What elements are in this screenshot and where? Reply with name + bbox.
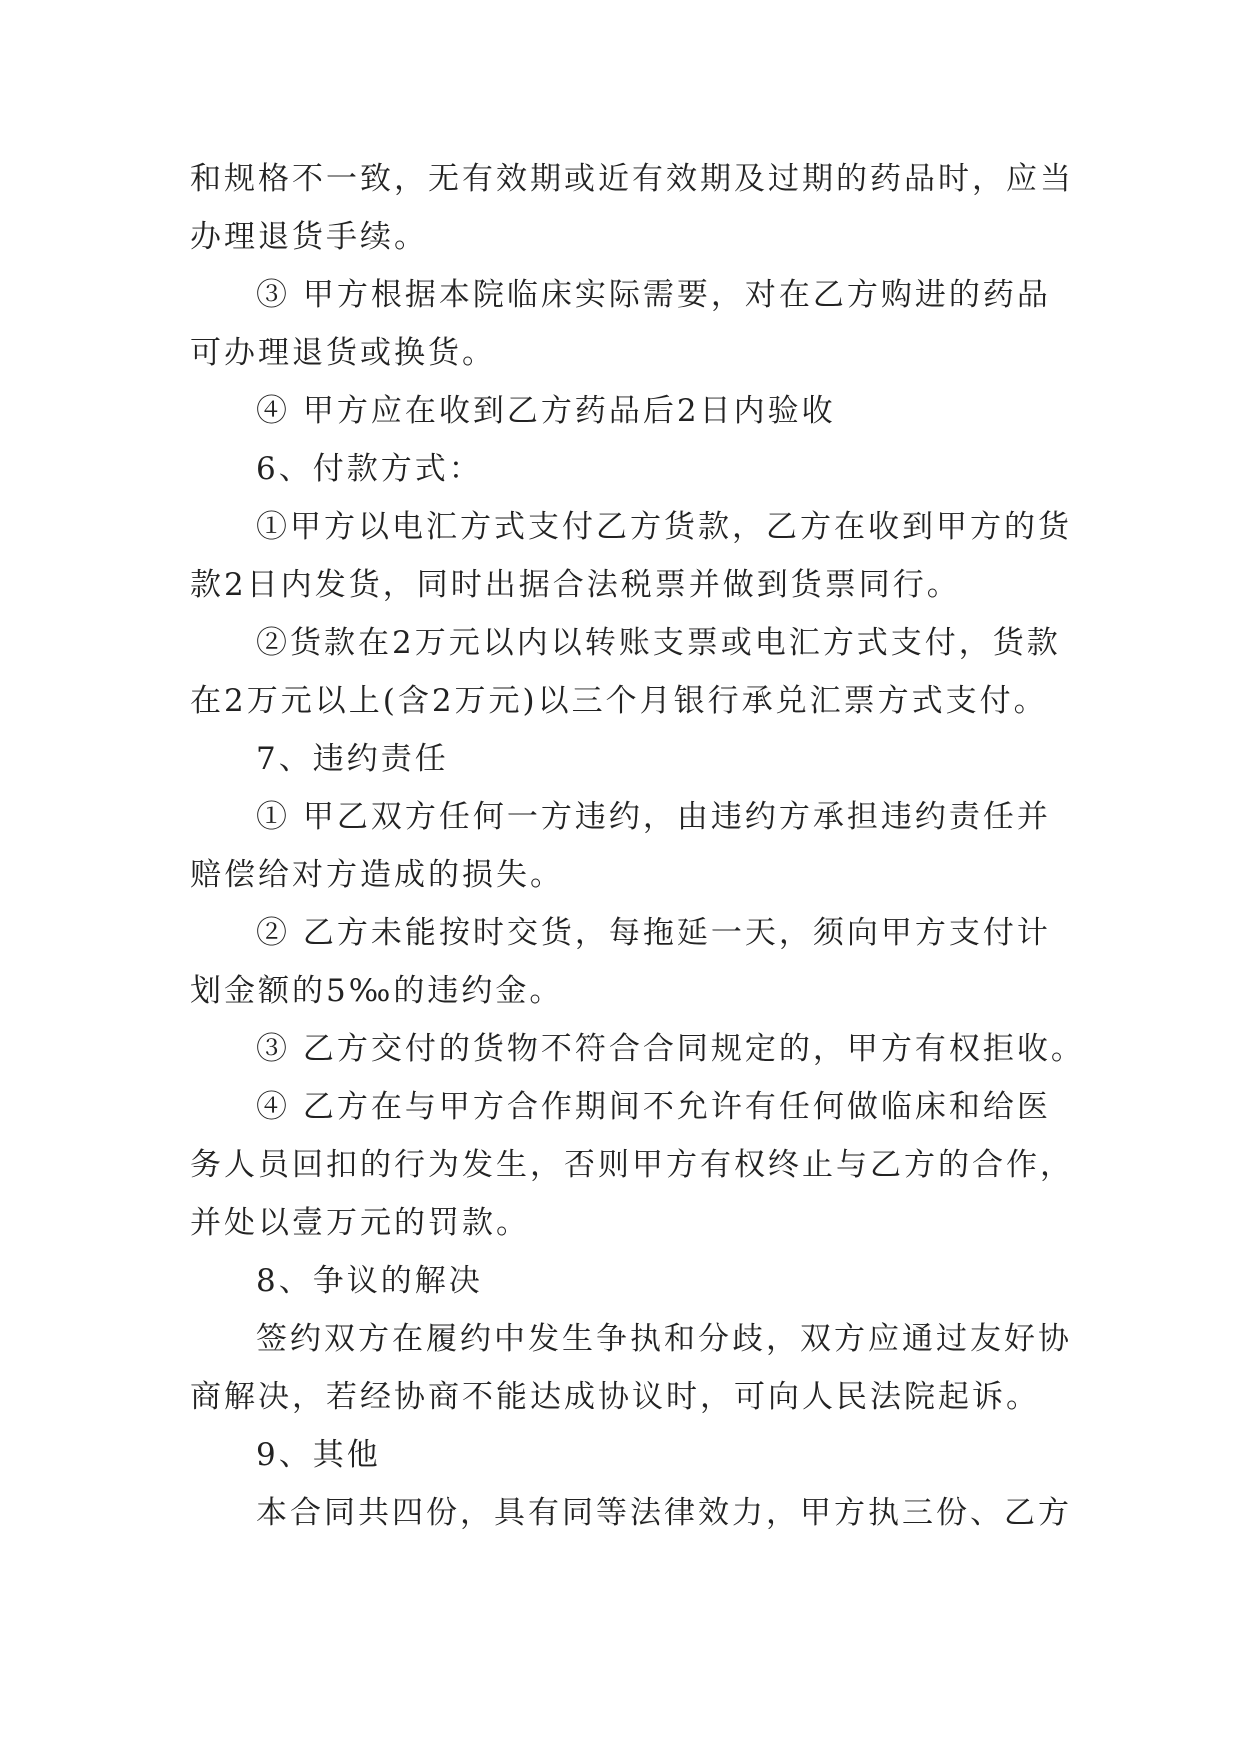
text-line: 在2万元以上(含2万元)以三个月银行承兑汇票方式支付。 xyxy=(190,683,1048,719)
text-line: 划金额的5‰的违约金。 xyxy=(190,973,564,1009)
text-line: 商解决，若经协商不能达成协议时，可向人民法院起诉。 xyxy=(190,1379,1040,1415)
text-line: 可办理退货或换货。 xyxy=(190,335,496,371)
text-line: ① 甲乙双方任何一方违约，由违约方承担违约责任并 xyxy=(256,799,1051,835)
document-body xyxy=(190,150,1085,1542)
text-line: ④ 乙方在与甲方合作期间不允许有任何做临床和给医 xyxy=(256,1089,1051,1125)
text-line: 签约双方在履约中发生争执和分歧，双方应通过友好协 xyxy=(256,1321,1072,1357)
text-line: ④ 甲方应在收到乙方药品后2日内验收 xyxy=(256,393,836,429)
text-line: 务人员回扣的行为发生，否则甲方有权终止与乙方的合作， xyxy=(190,1147,1074,1183)
text-line: 和规格不一致，无有效期或近有效期及过期的药品时，应当 xyxy=(190,161,1074,197)
section-heading: 9、其他 xyxy=(256,1437,381,1473)
text-line: 款2日内发货，同时出据合法税票并做到货票同行。 xyxy=(190,567,961,603)
text-line: 并处以壹万元的罚款。 xyxy=(190,1205,530,1241)
text-line: ②货款在2万元以内以转账支票或电汇方式支付，货款 xyxy=(256,625,1061,661)
text-line: ② 乙方未能按时交货，每拖延一天，须向甲方支付计 xyxy=(256,915,1051,951)
text-line: ③ 乙方交付的货物不符合合同规定的，甲方有权拒收。 xyxy=(256,1031,1085,1067)
section-heading: 6、付款方式： xyxy=(256,451,483,487)
text-line: 办理退货手续。 xyxy=(190,219,428,255)
text-line: ①甲方以电汇方式支付乙方货款，乙方在收到甲方的货 xyxy=(256,509,1072,545)
section-heading: 8、争议的解决 xyxy=(256,1263,483,1299)
text-line: ③ 甲方根据本院临床实际需要，对在乙方购进的药品 xyxy=(256,277,1051,313)
section-heading: 7、违约责任 xyxy=(256,741,449,777)
text-line: 赔偿给对方造成的损失。 xyxy=(190,857,564,893)
text-line: 本合同共四份，具有同等法律效力，甲方执三份、乙方 xyxy=(256,1495,1072,1531)
